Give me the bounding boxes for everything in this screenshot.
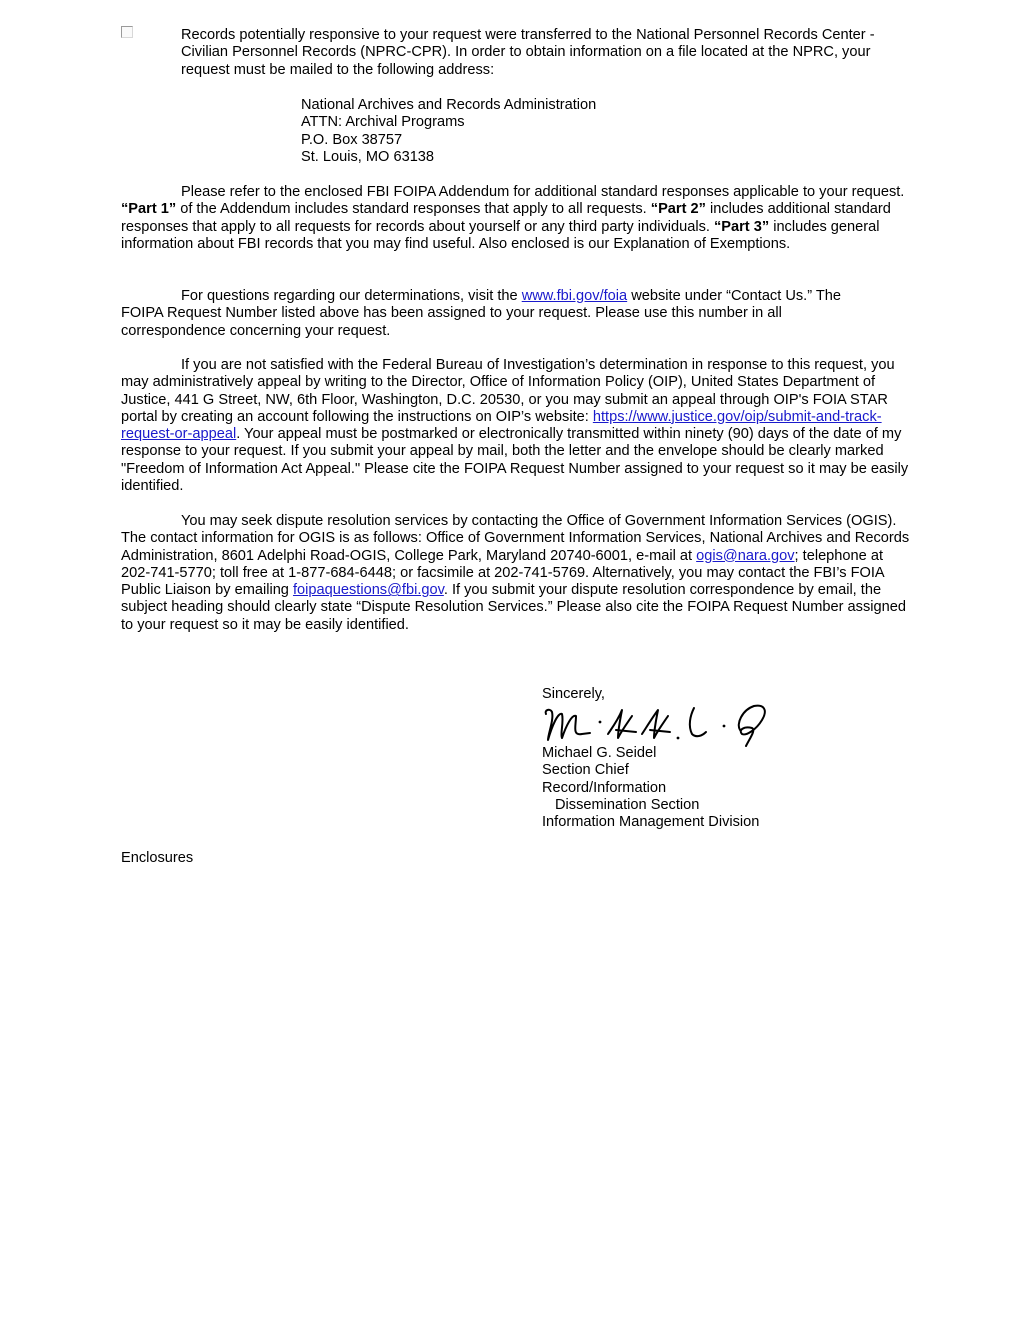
part2-text: includes additional standard responses that apply to all requests for records about yourself or any third party individuals.	[121, 201, 891, 235]
address-line-3: P.O. Box 38757	[301, 131, 403, 148]
appeal-text: . Your appeal must be postmarked or electronically transmitted within ninety (90) days of the date of my response to your request. If you submit your appeal by mail, both the letter and the envelope should be clearly marked "Freedom of Information Act Appeal." Please cite the FOIPA Request Number assigned to your request so it may be easily identified.	[121, 426, 909, 495]
ogis-contact-text: ; telephone at 202-741-5770; toll free at 1-877-684-6448; or facsimile at 202-741-5769. Alternatively, you may contact the FBI’s FOIA Public Liaison by emailing	[121, 547, 884, 599]
part3-text: includes general information about FBI records that you may find useful. Also enclosed is our Explanation of Exemptions.	[121, 218, 880, 252]
fbi-foia-link[interactable]: www.fbi.gov/foia	[521, 288, 628, 304]
nprc-checkbox[interactable]	[121, 26, 133, 38]
addendum-intro: Please refer to the enclosed FBI FOIPA Addendum for additional standard responses applicable to your request.	[181, 184, 905, 200]
part1-text: of the Addendum includes standard responses that apply to all requests.	[176, 201, 651, 218]
part1-label: “Part 1”	[121, 201, 177, 218]
nprc-notice-text: Records potentially responsive to your request were transferred to the National Personnel Records Center - Civilian Personnel Records (NPRC-CPR). In order to obtain information on a file located at the NPRC, your request must be mailed to the following address:	[181, 27, 875, 78]
questions-text: website under “Contact Us.” The FOIPA Request Number listed above has been assigned to your request. Please use this number in all correspondence concerning your request.	[121, 288, 842, 339]
fbi-liaison-email-link[interactable]: foipaquestions@fbi.gov	[292, 582, 444, 599]
questions-intro: For questions regarding our determinations, visit the	[181, 288, 522, 304]
signatory-section-line-2: Dissemination Section	[555, 796, 700, 813]
ogis-closing-text: . If you submit your dispute resolution correspondence by email, the subject heading should clearly state “Dispute Resolution Services.” Please also cite the FOIPA Request Number assigned to your request so it may be easily identified.	[121, 582, 906, 633]
ogis-email-link[interactable]: ogis@nara.gov	[696, 547, 795, 564]
ogis-paragraph	[121, 513, 911, 634]
signatory-title: Section Chief	[542, 762, 629, 779]
nara-address	[301, 97, 701, 166]
part2-label: “Part 2”	[650, 201, 706, 218]
oip-appeal-link[interactable]: https://www.justice.gov/oip/submit-and-track-request-or-appeal	[121, 408, 882, 443]
part3-label: “Part 3”	[713, 218, 770, 235]
addendum-paragraph	[121, 184, 911, 253]
ogis-intro: You may seek dispute resolution services by contacting the Office of Government Information Services (OGIS). The contact information for OGIS is as follows: Office of Government Information Services, National Archives and Records Administration, 8601 Adelphi Road-OGIS, College Park, Maryland 20740-6001, e-mail at	[121, 513, 910, 564]
address-line-2: ATTN: Archival Programs	[301, 114, 465, 131]
salutation: Sincerely,	[542, 686, 605, 702]
questions-paragraph	[121, 288, 881, 340]
handwritten-signature	[542, 700, 772, 750]
address-line-1: National Archives and Records Administration	[301, 97, 597, 113]
signatory-section-line-1: Record/Information	[542, 779, 667, 796]
signatory-division: Information Management Division	[542, 814, 760, 831]
address-line-4: St. Louis, MO 63138	[301, 148, 435, 165]
appeal-intro: If you are not satisfied with the Federal Bureau of Investigation’s determination in response to this request, you may administratively appeal by writing to the Director, Office of Information Policy (OIP), United States Department of Justice, 441 G Street, NW, 6th Floor, Washington, D.C. 20530, or you may submit an appeal through OIP's FOIA STAR portal by creating an account following the instructions on OIP’s website:	[121, 357, 895, 425]
signatory-block	[542, 745, 862, 831]
appeal-paragraph	[121, 357, 911, 495]
signatory-name: Michael G. Seidel	[542, 745, 657, 761]
enclosures-label: Enclosures	[121, 850, 194, 866]
